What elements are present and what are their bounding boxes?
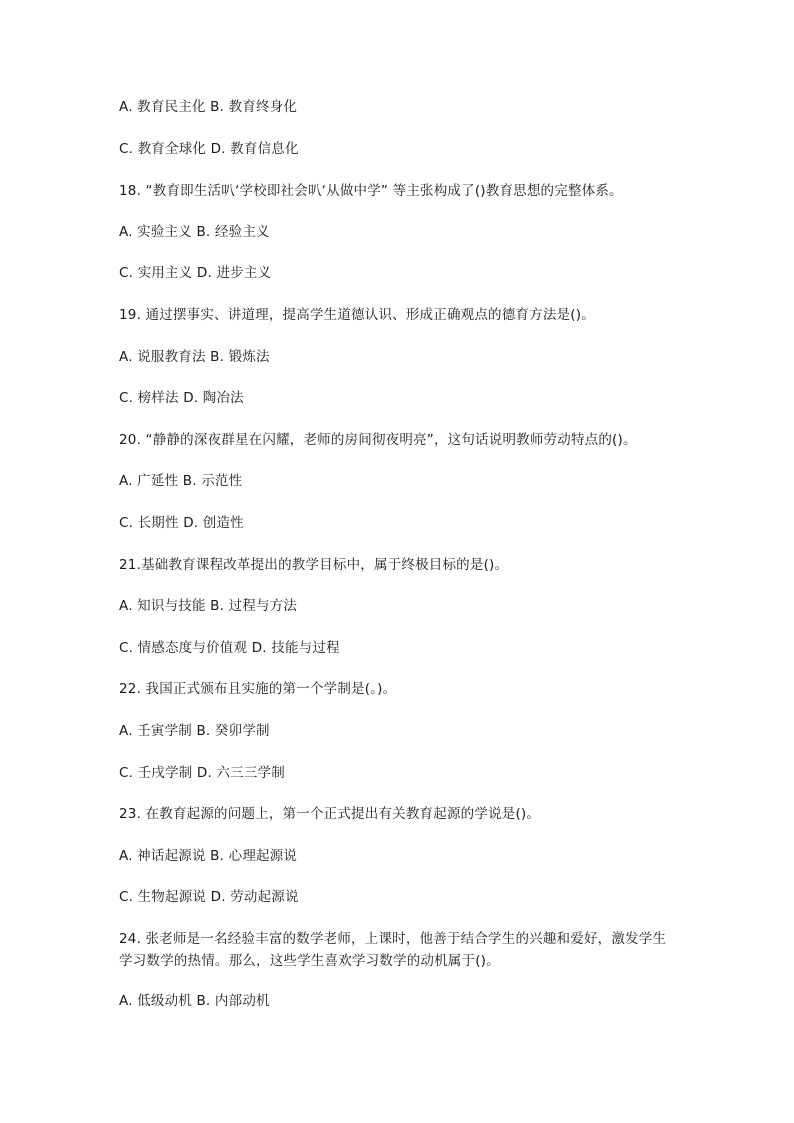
question-20: 20. “静静的深夜群星在闪耀，老师的房间彻夜明亮”，这句话说明教师劳动特点的()。 bbox=[119, 432, 637, 448]
option-line-22cd: C. 壬戌学制 D. 六三三学制 bbox=[119, 765, 285, 781]
option-line-19cd: C. 榜样法 D. 陶冶法 bbox=[119, 390, 244, 406]
question-23: 23. 在教育起源的问题上，第一个正式提出有关教育起源的学说是()。 bbox=[119, 806, 541, 822]
option-line-18ab: A. 实验主义 B. 经验主义 bbox=[119, 224, 270, 240]
option-line-20ab: A. 广延性 B. 示范性 bbox=[119, 473, 243, 489]
option-line-17cd: C. 教育全球化 D. 教育信息化 bbox=[119, 141, 299, 157]
option-line-21ab: A. 知识与技能 B. 过程与方法 bbox=[119, 598, 298, 614]
option-line-17ab: A. 教育民主化 B. 教育终身化 bbox=[119, 99, 298, 115]
question-21: 21.基础教育课程改革提出的教学目标中，属于终极目标的是()。 bbox=[119, 557, 509, 573]
question-24: 24. 张老师是一名经验丰富的数学老师，上课时，他善于结合学生的兴趣和爱好，激发学生学习数学的热情。那么，这些学生喜欢学习数学的动机属于()。 bbox=[119, 931, 667, 969]
option-line-24ab: A. 低级动机 B. 内部动机 bbox=[119, 993, 270, 1009]
question-19: 19. 通过摆事实、讲道理，提高学生道德认识、形成正确观点的德育方法是()。 bbox=[119, 307, 595, 323]
question-18: 18. “教育即生活叭‘学校即社会叭‘从做中学” 等主张构成了()教育思想的完整体系。 bbox=[119, 183, 623, 199]
option-line-18cd: C. 实用主义 D. 进步主义 bbox=[119, 265, 272, 281]
option-line-20cd: C. 长期性 D. 创造性 bbox=[119, 515, 244, 531]
option-line-23cd: C. 生物起源说 D. 劳动起源说 bbox=[119, 889, 299, 905]
option-line-21cd: C. 情感态度与价值观 D. 技能与过程 bbox=[119, 640, 340, 656]
question-22: 22. 我国正式颁布且实施的第一个学制是(。)。 bbox=[119, 681, 397, 697]
option-line-19ab: A. 说服教育法 B. 锻炼法 bbox=[119, 349, 270, 365]
option-line-23ab: A. 神话起源说 B. 心理起源说 bbox=[119, 848, 298, 864]
option-line-22ab: A. 壬寅学制 B. 癸卯学制 bbox=[119, 723, 270, 739]
